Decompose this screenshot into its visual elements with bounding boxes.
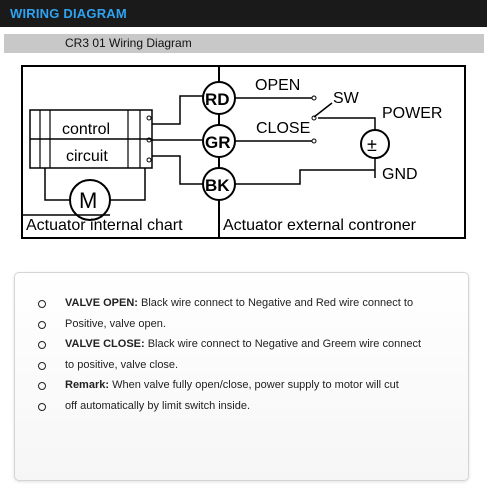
internal-caption: Actuator internal chart (26, 217, 183, 234)
open-label: OPEN (255, 77, 301, 94)
switch-blade (314, 103, 332, 117)
bullet-icon (38, 403, 46, 411)
notes-box (14, 272, 469, 481)
control-label: control (62, 121, 111, 138)
terminal-rd-label: RD (205, 90, 230, 109)
note-item: VALVE CLOSE: Black wire connect to Negative and Greem wire connect (35, 334, 465, 355)
subheader-bar (4, 34, 484, 53)
wiring-diagram (0, 60, 487, 240)
external-caption: Actuator external controner (223, 217, 416, 234)
power-label: POWER (382, 105, 443, 122)
wire-bk-internal (152, 156, 204, 184)
header-bar (0, 0, 487, 27)
note-item: off automatically by limit switch inside. (35, 396, 465, 417)
terminal-gr-label: GR (205, 133, 231, 152)
wire-rd-internal (152, 96, 204, 124)
terminal-bk-label: BK (205, 176, 230, 195)
close-label: CLOSE (256, 120, 311, 137)
note-item: VALVE OPEN: Black wire connect to Negative and Red wire connect to (35, 293, 465, 314)
bullet-icon (38, 382, 46, 390)
circuit-label: circuit (66, 148, 108, 165)
sw-label: SW (333, 90, 359, 107)
bullet-icon (38, 300, 46, 308)
power-symbol: ± (367, 135, 377, 155)
wire-sw-power (318, 118, 375, 130)
motor-label: M (79, 188, 98, 213)
bullet-icon (38, 321, 46, 329)
note-item: to positive, valve close. (35, 355, 465, 376)
note-item: Positive, valve open. (35, 314, 465, 335)
wire-bk-gnd (235, 170, 375, 184)
diagram-title: CR3 01 Wiring Diagram (65, 36, 192, 50)
note-item: Remark: When valve fully open/close, power supply to motor will cut (35, 375, 465, 396)
bullet-icon (38, 362, 46, 370)
header-title: WIRING DIAGRAM (10, 6, 127, 21)
bullet-icon (38, 341, 46, 349)
gnd-label: GND (382, 166, 418, 183)
notes-list (35, 293, 465, 416)
